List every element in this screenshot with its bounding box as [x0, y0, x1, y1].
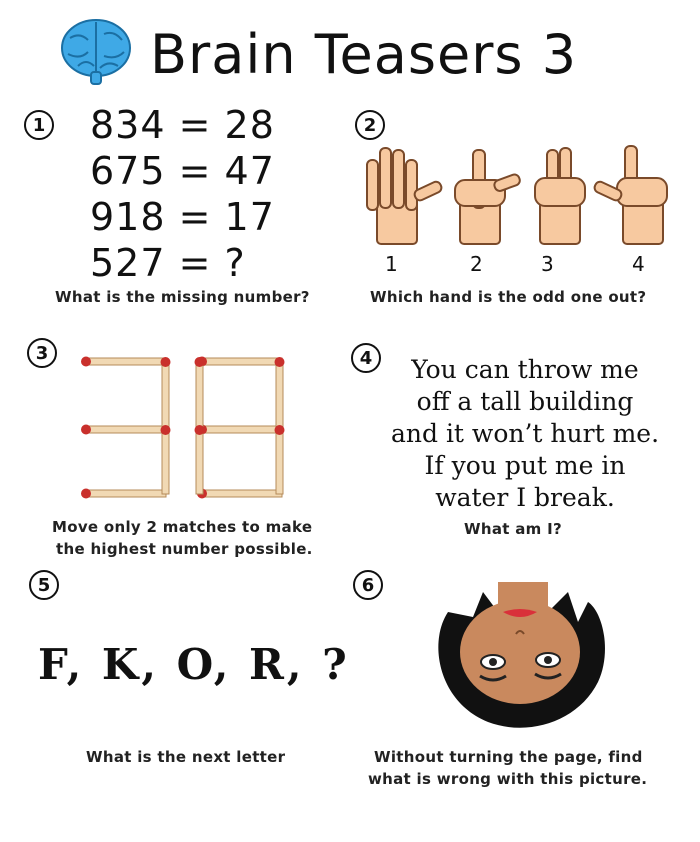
puzzle-2-caption: Which hand is the odd one out?	[370, 288, 647, 306]
puzzle-4-badge: 4	[351, 343, 381, 373]
hand-label-2: 2	[470, 252, 483, 276]
puzzle-1-line-2: 675 = 47	[90, 149, 275, 193]
riddle-line-5: water I break.	[435, 483, 615, 512]
hand-1-icon	[367, 148, 443, 244]
upside-down-face-picture	[428, 582, 612, 732]
puzzle-6-badge: 6	[353, 570, 383, 600]
puzzle-3-badge: 3	[27, 338, 57, 368]
puzzle-6-caption-line-1: Without turning the page, find	[374, 748, 643, 766]
digit-3-matches	[81, 357, 171, 499]
puzzle-1-badge: 1	[24, 110, 54, 140]
hand-label-4: 4	[632, 252, 645, 276]
puzzle-3-caption-line-2: the highest number possible.	[56, 540, 313, 558]
puzzle-5-letters: F, K, O, R, ?	[38, 640, 350, 689]
riddle-line-3: and it won’t hurt me.	[390, 419, 660, 448]
puzzle-2-badge: 2	[355, 110, 385, 140]
hand-2-icon	[455, 150, 521, 244]
puzzle-6-caption-line-2: what is wrong with this picture.	[368, 770, 648, 788]
hands-illustration	[355, 140, 685, 248]
puzzle-5-badge: 5	[29, 570, 59, 600]
digit-8-matches	[195, 357, 285, 499]
puzzle-1-line-1: 834 = 28	[90, 103, 275, 147]
puzzle-1-line-4: 527 = ?	[90, 241, 246, 285]
brain-icon	[58, 16, 134, 86]
puzzle-1-caption: What is the missing number?	[55, 288, 310, 306]
puzzle-3-caption-line-1: Move only 2 matches to make	[52, 518, 313, 536]
matchstick-puzzle	[78, 352, 290, 500]
hand-3-icon	[535, 148, 585, 244]
puzzle-4-riddle	[370, 354, 680, 514]
riddle-line-4: If you put me in	[424, 451, 626, 480]
riddle-line-1: You can throw me	[411, 355, 639, 384]
puzzle-4-caption: What am I?	[464, 520, 562, 538]
hand-label-1: 1	[385, 252, 398, 276]
puzzle-1-line-3: 918 = 17	[90, 195, 275, 239]
hand-label-3: 3	[541, 252, 554, 276]
puzzle-5-caption: What is the next letter	[86, 748, 286, 766]
hand-4-icon	[593, 146, 667, 244]
riddle-line-2: off a tall building	[416, 387, 634, 416]
page-title: Brain Teasers 3	[150, 23, 578, 86]
